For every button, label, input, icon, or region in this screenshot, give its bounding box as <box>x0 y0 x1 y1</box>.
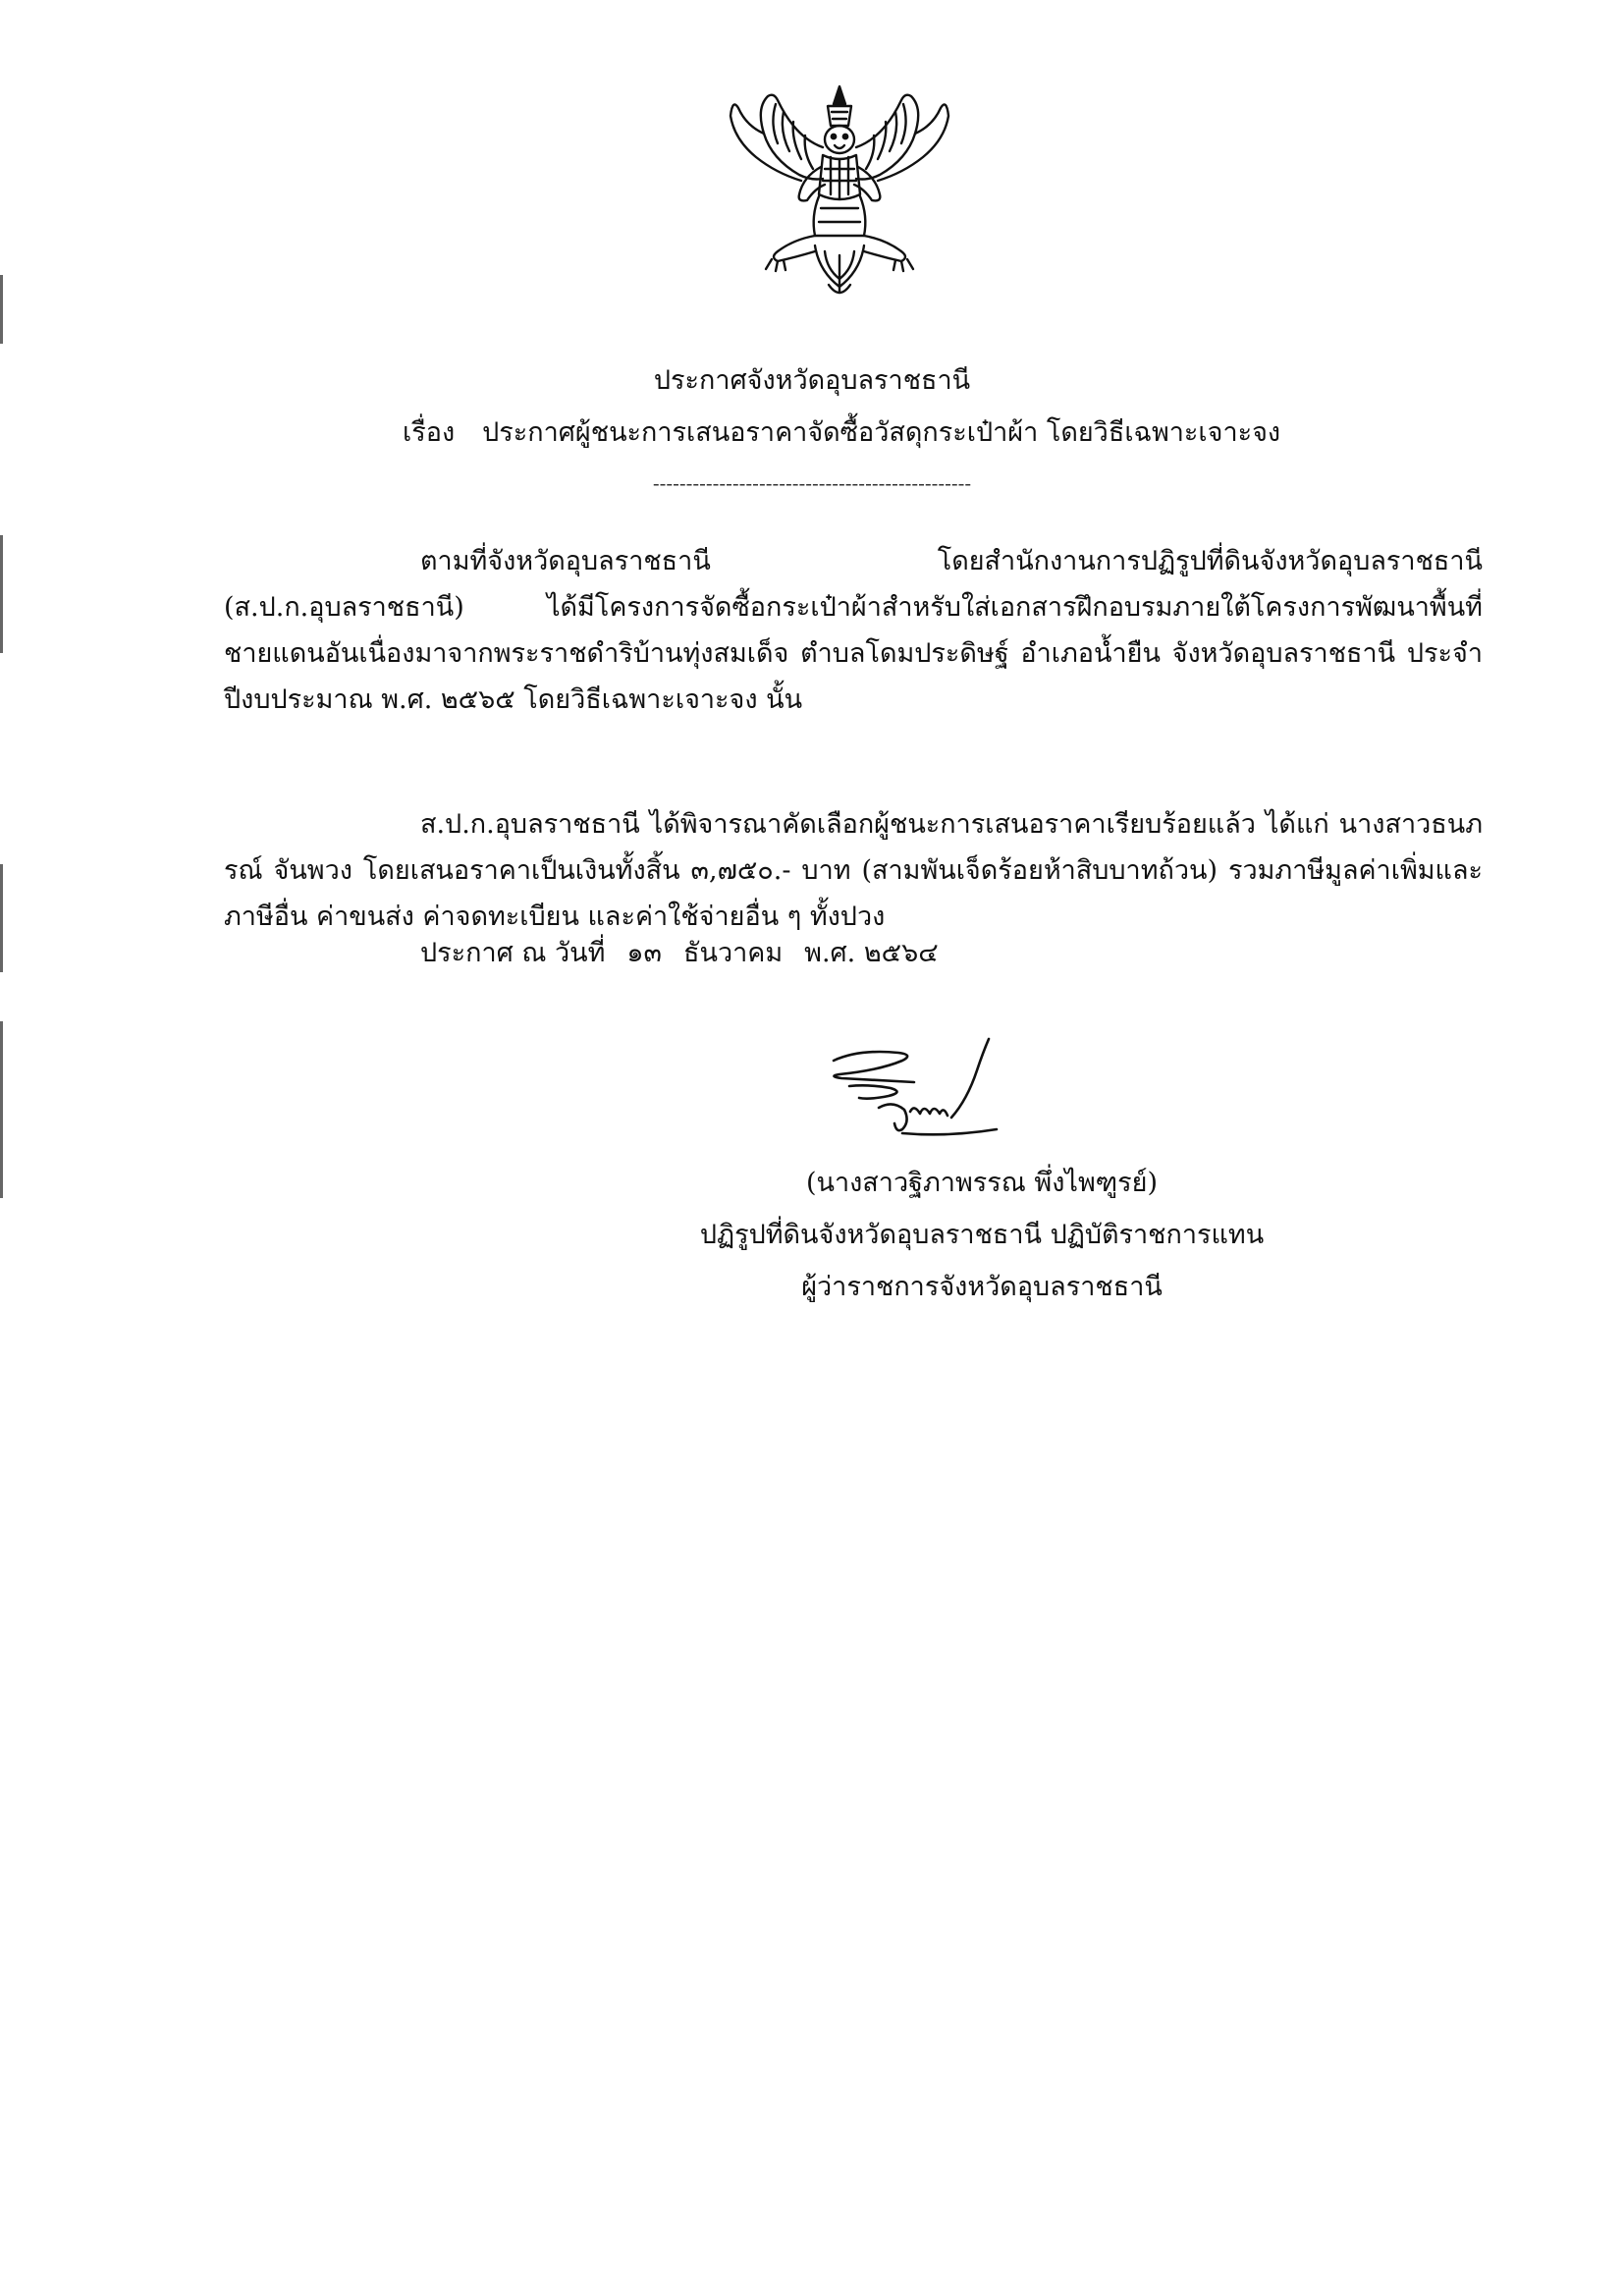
signatory-position-acting-for: ผู้ว่าราชการจังหวัดอุบลราชธานี <box>801 1272 1163 1302</box>
date-month: ธันวาคม <box>683 938 784 968</box>
subject-line <box>403 415 1280 451</box>
date-day: ๑๓ <box>626 938 663 968</box>
subject-label: เรื่อง <box>403 417 456 448</box>
date-year: พ.ศ. ๒๕๖๔ <box>804 938 939 968</box>
body-paragraph-2: ส.ป.ก.อุบลราชธานี ได้พิจารณาคัดเลือกผู้ชนะการเสนอราคาเรียบร้อยแล้ว ได้แก่ นางสาวธนภรณ์ จันพวง โดยเสนอราคาเป็นเงินทั้งสิ้น ๓,๗๕๐.- บาท (สามพันเจ็ดร้อยห้าสิบบาทถ้วน) รวมภาษีมูลค่าเพิ่มและภาษีอื่น ค่าขนส่ง ค่าจดทะเบียน และค่าใช้จ่ายอื่น ๆ ทั้งปวง <box>224 809 1483 932</box>
announcement-heading: ประกาศจังหวัดอุบลราชธานี <box>653 365 971 396</box>
scan-margin-mark <box>0 535 3 653</box>
garuda-emblem-icon <box>717 79 962 304</box>
scan-margin-mark <box>0 275 3 344</box>
scan-margin-mark <box>0 864 3 972</box>
subject-text: ประกาศผู้ชนะการเสนอราคาจัดซื้อวัสดุกระเป๋าผ้า โดยวิธีเฉพาะเจาะจง <box>482 417 1281 448</box>
body-paragraph-1: ตามที่จังหวัดอุบลราชธานี โดยสำนักงานการปฏิรูปที่ดินจังหวัดอุบลราชธานี (ส.ป.ก.อุบลราชธานี) ได้มีโครงการจัดซื้อกระเป๋าผ้าสำหรับใส่เอกสารฝึกอบรมภายใต้โครงการพัฒนาพื้นที่ชายแดนอันเนื่องมาจากพระราชดำริบ้านทุ่งสมเด็จ ตำบลโดมประดิษฐ์ อำเภอน้ำยืน จังหวัดอุบลราชธานี ประจำปีงบประมาณ พ.ศ. ๒๕๖๕ โดยวิธีเฉพาะเจาะจง นั้น <box>224 546 1483 715</box>
announcement-date <box>420 936 960 971</box>
signatory-name: (นางสาวฐิภาพรรณ พึ่งไพฑูรย์) <box>805 1168 1159 1198</box>
heading-divider: ------------------------------------------------ <box>652 471 972 495</box>
signatory-position: ปฏิรูปที่ดินจังหวัดอุบลราชธานี ปฏิบัติราชการแทน <box>699 1220 1265 1250</box>
scan-margin-mark <box>0 1021 3 1198</box>
date-prefix: ประกาศ ณ วันที่ <box>420 938 606 968</box>
handwritten-signature <box>820 1031 1065 1149</box>
